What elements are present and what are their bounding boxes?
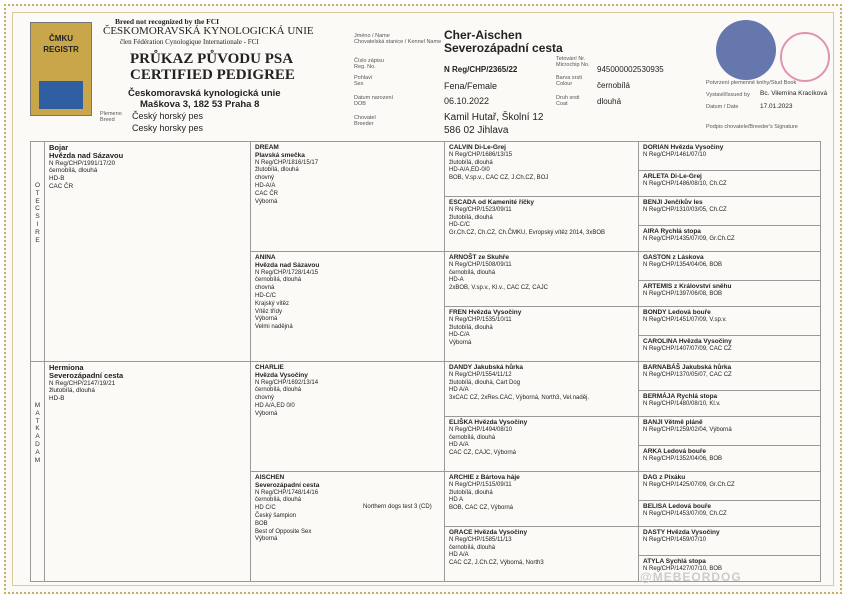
dog-name: Hermiona	[49, 363, 84, 372]
dog-name: GASTON z Láskova	[643, 254, 704, 261]
dog-detail: chovný	[255, 395, 275, 402]
pedigree-dog-cell	[251, 252, 445, 362]
dog-name: CHARLIE	[255, 364, 284, 371]
dog-detail: HD-B	[49, 395, 65, 403]
stud-book-seal-icon	[716, 20, 776, 80]
pedigree-dog-cell	[639, 501, 821, 527]
dog-detail: N Reg/CHP/1461/07/10	[643, 151, 707, 158]
dog-detail: N Reg/CHP/1494/08/10	[449, 426, 513, 433]
dog-name: GRACE Hvězda Vysočiny	[449, 529, 528, 536]
pedigree-dog-cell	[45, 142, 251, 362]
dog-detail: černobílá, dlouhá	[449, 544, 496, 551]
breed-value-1: Český horský pes	[132, 111, 204, 121]
dog-name: BELISA Ledová bouře	[643, 503, 712, 510]
dog-kennel: Severozápadní cesta	[255, 481, 320, 489]
dog-detail: N Reg/CHP/1407/07/09, CAC CZ	[643, 345, 732, 352]
dog-detail: Velmi nadějná	[255, 324, 293, 331]
sex-label: Pohlaví Sex	[354, 75, 373, 87]
dog-name: ARCHIE z Bártova háje	[449, 474, 520, 481]
date-label: Datum / Date	[706, 104, 739, 110]
fci-member: člen Fédération Cynologique Internationale - FCI	[120, 38, 259, 46]
dog-detail: žlutobílá, dlouhá	[49, 387, 95, 395]
dog-kennel: Hvězda Vysočiny	[255, 371, 308, 379]
dog-detail: CAC ČR	[49, 182, 74, 190]
dog-detail: N Reg/CHP/1259/02/04, Výborná	[643, 426, 732, 433]
dog-kennel: Plavská smečka	[255, 151, 305, 159]
pedigree-dog-cell	[445, 307, 639, 362]
breeder-value-1: Kamil Hutař, Školní 12	[444, 112, 544, 123]
dog-name: ANINA	[255, 254, 276, 261]
pedigree-dog-cell	[639, 336, 821, 362]
dog-detail: N Reg/CHP/2147/19/21	[49, 379, 116, 387]
dog-detail: N Reg/CHP/1459/07/10	[643, 536, 707, 543]
dog-detail: N Reg/CHP/1728/14/15	[255, 269, 319, 276]
dog-name: DASTY Hvězda Vysočiny	[643, 529, 720, 536]
dog-detail: N Reg/CHP/1554/11/12	[449, 371, 512, 378]
union-name: Českomoravská kynologická unie	[128, 88, 281, 99]
dog-detail: žlutobílá, dlouhá	[449, 324, 493, 331]
dog-detail: žlutobílá, dlouhá	[449, 159, 493, 166]
issued-value: Bc. Vilemína Kracíková	[760, 90, 828, 97]
dog-detail: HD-A/A	[255, 182, 276, 189]
dog-detail: N Reg/CHP/1748/14/16	[255, 489, 319, 496]
dog-detail: N Reg/CHP/1508/09/11	[449, 261, 512, 268]
dog-kennel: Severozápadní cesta	[49, 370, 124, 380]
date-value: 17.01.2023	[760, 103, 793, 110]
union-address: Maškova 3, 182 53 Praha 8	[140, 99, 260, 110]
org-name: ČESKOMORAVSKÁ KYNOLOGICKÁ UNIE	[103, 25, 314, 37]
pedigree-dog-cell	[639, 472, 821, 501]
dog-detail: Výborná	[255, 536, 278, 543]
dog-detail: Český šampion	[255, 512, 297, 519]
dog-detail: žlutobílá, dlouhá	[255, 167, 299, 174]
dog-detail: černobílá, dlouhá	[449, 269, 496, 276]
signature-label: Podpis chovatele/Breeder's Signature	[706, 124, 798, 130]
dob-label: Datum narození DOB	[354, 95, 394, 107]
dog-detail: Vítěz třídy	[255, 308, 283, 315]
dog-detail: N Reg/CHP/1397/06/08, BOB	[643, 290, 723, 297]
dog-detail: N Reg/CHP/1480/08/10, Kl.v.	[643, 400, 721, 407]
dog-detail: N Reg/CHP/1352/04/06, BOB	[643, 455, 723, 462]
chip-value: 945000002530935	[597, 65, 664, 74]
dog-detail: N Reg/CHP/1451/07/09, V.sp.v.	[643, 316, 727, 323]
dog-detail: Výborná	[255, 316, 278, 323]
dog-detail: černobílá, dlouhá	[449, 434, 496, 441]
dog-detail: N Reg/CHP/1515/09/11	[449, 481, 512, 488]
dog-detail: Krajský vítěz	[255, 300, 290, 307]
dog-name: Cher-Aischen	[444, 28, 523, 42]
pedigree-dog-cell	[445, 527, 639, 582]
pedigree-dog-cell	[639, 252, 821, 281]
dog-detail: N Reg/CHP/1425/07/09, Gr.Ch.CZ	[643, 481, 735, 488]
dog-detail: Best of Opposite Sex	[255, 528, 312, 535]
pedigree-dog-cell	[639, 391, 821, 417]
dog-name: BENJI Jenčíkův les	[643, 199, 703, 206]
dog-detail: žlutobílá, dlouhá	[449, 214, 493, 221]
pedigree-table	[30, 141, 821, 582]
not-recognized-note: Breed not recognized by the FCI	[115, 17, 220, 26]
dog-detail: N Reg/CHP/1991/17/20	[49, 159, 116, 167]
dog-kennel: Severozápadní cesta	[444, 41, 563, 55]
dog-detail: CAC CZ, J.Ch.CZ, Výborná, North3	[449, 560, 544, 567]
dog-name: Bojar	[49, 143, 69, 152]
dog-name: ARNOŠT ze Skuhře	[449, 254, 509, 261]
reg-label: Číslo zápisu Reg. No.	[354, 58, 384, 70]
dog-detail: HD C/C	[255, 505, 276, 512]
dog-detail: N Reg/CHP/1686/13/15	[449, 151, 513, 158]
dog-detail: N Reg/CHP/1486/08/10, Ch.CZ	[643, 180, 727, 187]
dog-detail: N Reg/CHP/1370/05/07, CAC CZ	[643, 371, 732, 378]
dog-name: DANDY Jakubská hůrka	[449, 364, 523, 371]
dog-detail: Výborná	[255, 410, 278, 417]
dog-detail: N Reg/CHP/1585/11/13	[449, 536, 512, 543]
pedigree-dog-cell	[445, 417, 639, 472]
pedigree-dog-cell	[45, 362, 251, 582]
dog-name: ATYLA Sychlá stopa	[643, 558, 706, 565]
pedigree-dog-cell	[639, 417, 821, 446]
dog-detail: N Reg/CHP/1692/13/14	[255, 379, 319, 386]
dog-detail: černobílá, dlouhá	[255, 497, 302, 504]
pedigree-dog-cell	[639, 142, 821, 171]
dog-detail: černobílá, dlouhá	[49, 167, 98, 175]
watermark: @MEBEORDOG	[640, 570, 742, 584]
dog-detail: žlutobílá, dlouhá, Cart Dog	[449, 379, 521, 386]
pedigree-dog-cell	[639, 362, 821, 391]
dog-name: ARTEMIS z Království sněhu	[643, 283, 732, 290]
dog-detail: N Reg/CHP/1523/09/11	[449, 206, 512, 213]
reg-value: N Reg/CHP/2365/22	[444, 65, 518, 74]
dog-detail: HD A/A	[449, 442, 469, 449]
dog-name: AIRA Rychlá stopa	[643, 228, 701, 235]
dog-detail: černobílá, dlouhá	[255, 277, 302, 284]
dog-detail: N Reg/CHP/1427/07/10, BOB	[643, 565, 723, 572]
dog-name: BANJI Větmě pláně	[643, 419, 703, 426]
dog-name: DREAM	[255, 144, 279, 151]
breed-label: Plemeno Breed	[100, 111, 122, 123]
dog-detail: N Reg/CHP/1310/03/05, Ch.CZ	[643, 206, 727, 213]
dog-detail: HD A/A	[449, 552, 469, 559]
name-label: Jméno / Name Chovatelská stanice / Kennel Name	[354, 33, 442, 45]
dog-detail: Výborná	[255, 198, 278, 205]
dog-detail: N Reg/CHP/1535/10/11	[449, 316, 512, 323]
pedigree-dog-cell	[251, 362, 445, 472]
dog-detail: BOB	[255, 520, 268, 527]
cmku-registry-logo	[30, 22, 92, 116]
dog-detail: HD A	[449, 497, 464, 504]
dog-name: DORIAN Hvězda Vysočiny	[643, 144, 724, 151]
pedigree-dog-cell	[639, 307, 821, 336]
issued-label: Vystavil/Issued by	[706, 92, 750, 98]
dog-detail: BOB, V.sp.v., CAC CZ, J.Ch.CZ, BOJ	[449, 175, 549, 182]
dog-detail: HD-B	[49, 175, 65, 183]
pedigree-dog-cell	[639, 281, 821, 307]
dog-name: ELIŠKA Hvězda Vysočiny	[449, 419, 528, 426]
side-label: O T E C S I R E	[31, 142, 45, 362]
logo-emblem-icon	[39, 81, 83, 109]
dog-name: BERMÁJA Rychlá stopa	[643, 393, 718, 400]
dog-name: BARNABÁŠ Jakubská hůrka	[643, 364, 732, 371]
dog-name: DAG z Pixáku	[643, 474, 686, 481]
breeder-label: Chovatel Breeder	[354, 115, 376, 127]
dog-detail: HD-C/C	[255, 292, 276, 299]
dog-name: ESCADA od Kamenité říčky	[449, 199, 535, 206]
logo-text: ČMKU REGISTR	[43, 34, 79, 54]
dog-detail: HD-C/C	[449, 222, 470, 229]
dog-detail: CAC ČR	[255, 190, 279, 197]
pedigree-dog-cell	[639, 527, 821, 556]
pedigree-dog-cell	[445, 197, 639, 252]
dog-detail: žlutobílá, dlouhá	[449, 489, 493, 496]
official-stamp-icon	[780, 32, 830, 82]
dog-detail: HD A/A,ED 0/0	[255, 402, 295, 409]
dog-note: Northern dogs test 3 (CD)	[363, 504, 432, 511]
pedigree-dog-cell	[639, 446, 821, 472]
dog-detail: 2xBOB, V.sp.v., Kl.v., CAC CZ, CAJC	[449, 285, 548, 292]
dog-detail: HD A/A	[449, 387, 469, 394]
dog-kennel: Hvězda nad Sázavou	[49, 150, 124, 160]
dog-detail: Gr.Ch.CZ, Ch.CZ, Ch.ČMKU, Evropský vítěz 2014, 3xBOB	[449, 230, 606, 237]
coat-value: dlouhá	[597, 97, 622, 106]
dog-detail: Výborná	[449, 340, 472, 347]
dog-detail: černobílá, dlouhá	[255, 387, 302, 394]
dog-name: CALVIN Di-Le-Grej	[449, 144, 506, 151]
colour-label: Barva srsti Colour	[556, 75, 582, 87]
dog-detail: chovná	[255, 285, 275, 292]
colour-value: černobílá	[597, 81, 630, 90]
breeder-value-2: 586 02 Jihlava	[444, 125, 509, 136]
breed-value-2: Cesky horsky pes	[132, 123, 204, 133]
pedigree-dog-cell	[639, 197, 821, 226]
title-cz: PRŮKAZ PŮVODU PSA	[130, 51, 294, 67]
dog-detail: HD-A/A,ED-0/0	[449, 167, 490, 174]
dog-name: CAROLINA Hvězda Vysočiny	[643, 338, 732, 345]
dog-detail: HD-C/A	[449, 332, 470, 339]
dog-detail: CAC CZ, CAJC, Výborná	[449, 450, 517, 457]
pedigree-dog-cell	[639, 171, 821, 197]
pedigree-dog-cell	[445, 142, 639, 197]
dog-name: FREN Hvězda Vysočiny	[449, 309, 522, 316]
pedigree-dog-cell	[445, 362, 639, 417]
dog-detail: 3xCAC CZ, 2xRes.CAC, Výborná, North3, Vel.naděj.	[449, 395, 590, 402]
dog-name: ARKA Ledová bouře	[643, 448, 706, 455]
pedigree-dog-cell	[251, 142, 445, 252]
pedigree-dog-cell	[251, 472, 445, 582]
dog-name: BONDY Ledová bouře	[643, 309, 711, 316]
dog-detail: HD-A	[449, 277, 464, 284]
tattoo-label: Tetování Nr. Microchip No.	[556, 56, 590, 68]
dog-detail: N Reg/CHP/1453/07/09, Ch.CZ	[643, 510, 727, 517]
pedigree-dog-cell	[445, 472, 639, 527]
dog-detail: N Reg/CHP/1354/04/06, BOB	[643, 261, 723, 268]
title-en: CERTIFIED PEDIGREE	[130, 67, 295, 83]
dog-detail: N Reg/CHP/1435/07/09, Gr.Ch.CZ	[643, 235, 735, 242]
dog-name: AISCHEN	[255, 474, 285, 481]
dog-kennel: Hvězda nad Sázavou	[255, 261, 320, 269]
coat-label: Druh srsti Coat	[556, 95, 580, 107]
dob-value: 06.10.2022	[444, 96, 490, 106]
dog-name: ARLETA Di-Le-Grej	[643, 173, 702, 180]
dog-detail: chovný	[255, 175, 275, 182]
side-label: M A T K A D A M	[31, 362, 45, 582]
pedigree-dog-cell	[445, 252, 639, 307]
sex-value: Fena/Female	[444, 81, 498, 91]
stud-book-label: Potvrzení plemenné knihy/Stud Book	[706, 80, 797, 86]
pedigree-dog-cell	[639, 226, 821, 252]
dog-detail: BOB, CAC CZ, Výborná	[449, 505, 514, 512]
dog-detail: N Reg/CHP/1816/15/17	[255, 159, 319, 166]
